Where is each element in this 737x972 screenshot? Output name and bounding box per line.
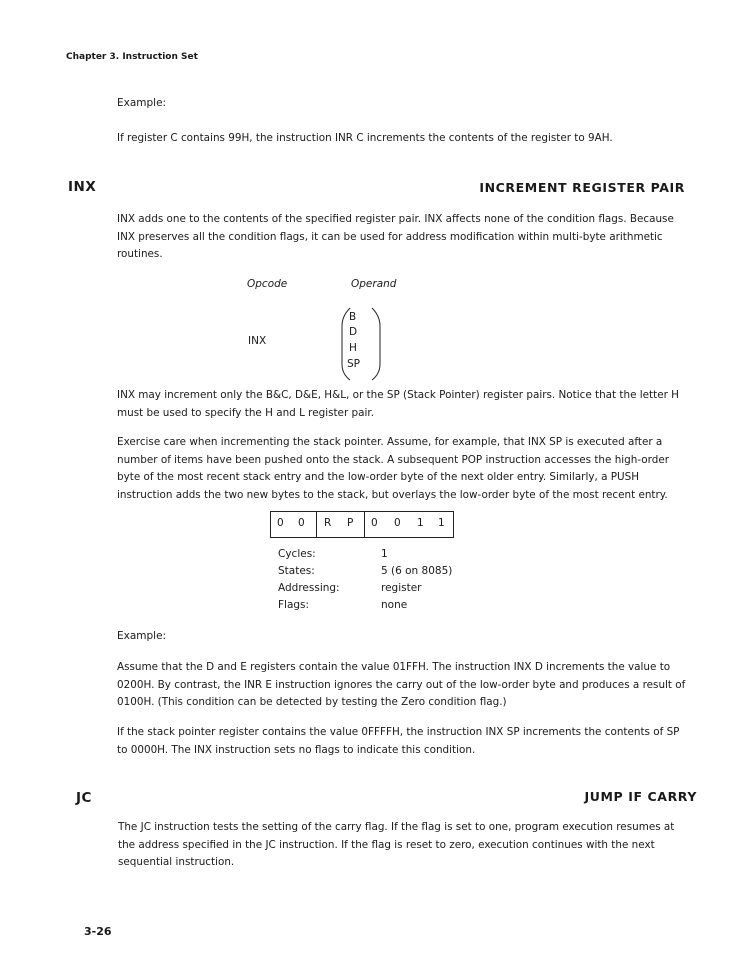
example-label: Example:	[117, 97, 167, 109]
operand-heading: Operand	[351, 278, 397, 290]
encoding-bit: P	[347, 517, 354, 529]
inx-example-text-1: Assume that the D and E registers contain the value 01FFH. The instruction INX D increments the value to 0200H. By contrast, the INR E instruction ignores the carry out of the low-order byte and produces a result of 0100H. (This condition can be detected by testing the Zero condition flag.)	[117, 661, 686, 708]
encoding-bit: 1	[438, 517, 445, 529]
inx-example-text-2: If the stack pointer register contains the value 0FFFFH, the instruction INX SP increments the contents of SP to 0000H. The INX instruction sets no flags to indicate this condition.	[117, 726, 680, 756]
operand-brace-group	[336, 304, 386, 384]
right-brace	[372, 308, 380, 380]
page-number: 3-26	[84, 925, 112, 938]
encoding-bit: 0	[394, 517, 401, 529]
encoding-divider	[316, 512, 317, 537]
operand-h: H	[349, 342, 357, 354]
states-label: States:	[278, 565, 315, 577]
operand-sp: SP	[347, 358, 360, 370]
flags-value: none	[381, 599, 408, 611]
encoding-bit: 1	[417, 517, 424, 529]
instruction-encoding-table	[270, 511, 454, 538]
operand-b: B	[349, 311, 357, 323]
inx-paragraph-stack-pointer: Exercise care when incrementing the stack pointer. Assume, for example, that INX SP is executed after a number of items have been pushed onto the stack. A subsequent POP instruction accesses the high-order byte of the most recent stack entry and the low-order byte of the next older entry. Similarly, a PUSH instruction adds the two new bytes to the stack, but overlays the low-order byte of the most recent entry.	[117, 436, 670, 501]
encoding-bit: 0	[371, 517, 378, 529]
flags-label: Flags:	[278, 599, 310, 611]
addressing-label: Addressing:	[278, 582, 340, 594]
encoding-bit: 0	[277, 517, 284, 529]
inx-example-label: Example:	[117, 630, 167, 642]
states-value: 5 (6 on 8085)	[381, 565, 453, 577]
example-text: If register C contains 99H, the instruction INR C increments the contents of the register to 9AH.	[117, 132, 613, 144]
opcode-heading: Opcode	[247, 278, 288, 290]
format-opcode: INX	[248, 335, 267, 347]
chapter-header: Chapter 3. Instruction Set	[66, 52, 198, 62]
inx-title-heading: INCREMENT REGISTER PAIR	[479, 180, 685, 195]
addressing-value: register	[381, 582, 422, 594]
cycles-value: 1	[381, 548, 388, 560]
inx-paragraph-register-pairs: INX may increment only the B&C, D&E, H&L, or the SP (Stack Pointer) register pairs. Notice that the letter H must be used to specify the H and L register pair.	[117, 389, 679, 419]
encoding-bit: R	[324, 517, 332, 529]
encoding-bit: 0	[298, 517, 305, 529]
jc-mnemonic-heading: JC	[76, 790, 92, 806]
cycles-label: Cycles:	[278, 548, 316, 560]
jc-description: The JC instruction tests the setting of the carry flag. If the flag is set to one, program execution resumes at the address specified in the JC instruction. If the flag is reset to zero, execution continues with the next sequential instruction.	[118, 821, 675, 868]
operand-d: D	[349, 326, 358, 338]
inx-mnemonic-heading: INX	[68, 179, 97, 195]
jc-title-heading: JUMP IF CARRY	[584, 789, 697, 804]
inx-description: INX adds one to the contents of the specified register pair. INX affects none of the condition flags. Because INX preserves all the condition flags, it can be used for address modification within multi-byte arithmetic routines.	[117, 213, 674, 260]
encoding-divider	[364, 512, 365, 537]
